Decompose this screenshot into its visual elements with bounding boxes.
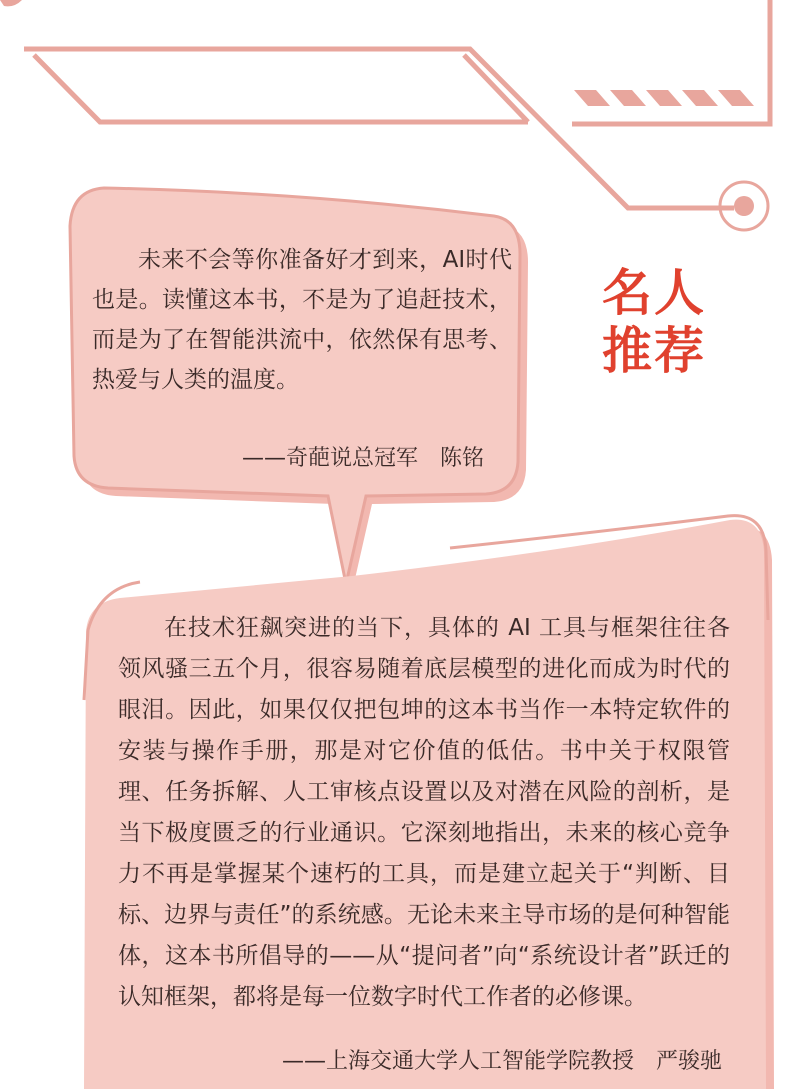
header-ornament bbox=[24, 0, 770, 208]
quote-1-text: 未来不会等你准备好才到来，AI时代也是。读懂这本书，不是为了追赶技术，而是为了在智能洪流中，依然保有思考、热爱与人类的温度。 bbox=[92, 247, 512, 393]
page-title bbox=[584, 264, 724, 380]
stripe-marks bbox=[574, 90, 754, 106]
quote-1 bbox=[92, 240, 512, 400]
quote-2-text: 在技术狂飙突进的当下，具体的 AI 工具与框架往往各领风骚三五个月，很容易随着底层模型的进化而成为时代的眼泪。因此，如果仅仅把包坤的这本书当作一本特定软件的安装与操作手册，那是对它价值的低估。书中关于权限管理、任务拆解、人工审核点设置以及对潜在风险的剖析，是当下极度匮乏的行业通识。它深刻地指出，未来的核心竞争力不再是掌握某个速朽的工具，而是建立起关于“判断、目标、边界与责任”的系统感。无论未来主导市场的是何种智能体，这本书所倡导的——从“提问者”向“系统设计者”跃迁的认知框架，都将是每一位数字时代工作者的必修课。 bbox=[118, 615, 730, 1010]
title-line-1: 名人 bbox=[602, 264, 706, 322]
quote-2 bbox=[118, 608, 730, 1018]
title-line-2: 推荐 bbox=[602, 322, 706, 380]
corner-dot bbox=[0, 0, 22, 6]
quote-1-attribution: ——奇葩说总冠军 陈铭 bbox=[241, 446, 484, 471]
quote-2-attribution: ——上海交通大学人工智能学院教授 严骏驰 bbox=[281, 1049, 722, 1074]
